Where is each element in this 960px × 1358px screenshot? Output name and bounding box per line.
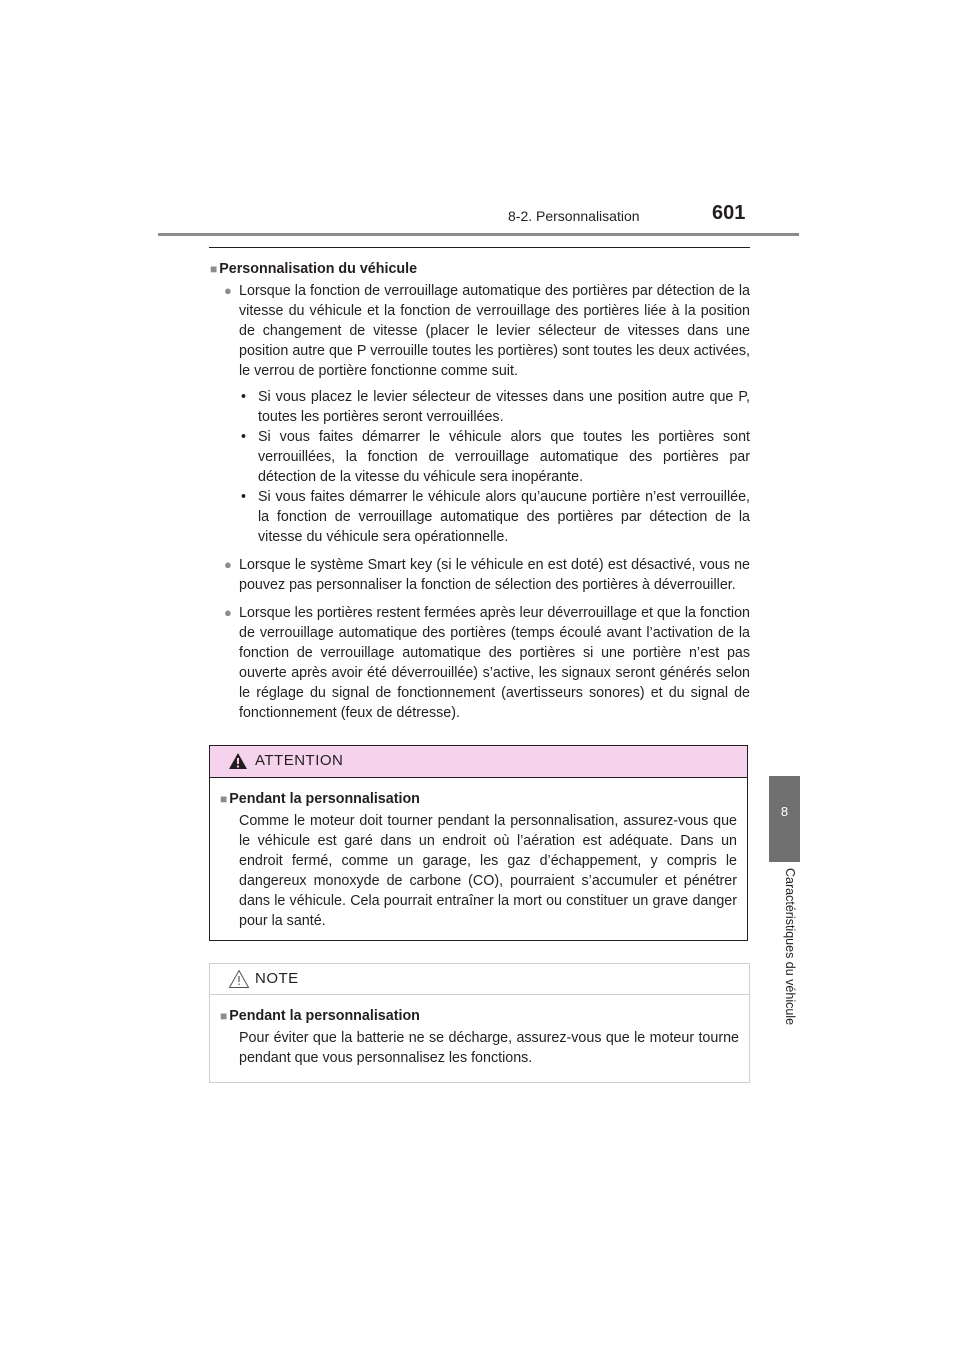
circle-bullet-icon: ● [224,283,232,298]
content-rule [209,247,750,248]
chapter-number: 8 [780,804,789,819]
attention-body [210,778,747,931]
circle-bullet-icon: ● [224,557,232,572]
list-item [210,281,750,547]
header-rule [158,233,799,236]
list-item [210,555,750,595]
list-item-text: Lorsque la fonction de verrouillage automatique des portières par détection de la vitesse du véhicule et la fonction de verrouillage des portières liée à la position de changement de vitesse (placer le levier sélecteur de vitesses dans une position autre que P verrouille toutes les portières) sont toutes les deux activées, le verrou de portière fonctionne comme suit. [239,283,750,379]
header-section-title: 8-2. Personnalisation [508,208,640,224]
circle-bullet-icon: ● [224,605,232,620]
dot-marker-icon: • [241,389,247,405]
square-bullet-icon: ■ [210,262,218,276]
note-title: NOTE [255,970,299,987]
dot-marker-icon: • [241,429,247,445]
sub-list-item-text: Si vous faites démarrer le véhicule alors que toutes les portières sont verrouillées, la fonction de verrouillage automatique des portières par détection de la vitesse du véhicule sera inopérante. [258,429,750,485]
attention-subheading [220,789,737,809]
square-bullet-icon: ■ [220,792,228,806]
list-item-text: Lorsque les portières restent fermées après leur déverrouillage et que la fonction de verrouillage automatique des portières (temps écoulé avant l’activation de la fonction de verrouillage automatique des portières si une portière n’est pas ouverte après avoir été déverrouillée) s’active, les signaux seront générés selon le réglage du signal de fonctionnement (avertisseurs sonores) et du signal de fonctionnement (feux de détresse). [239,605,751,721]
section-heading-text: Personnalisation du véhicule [219,261,418,277]
note-body [210,995,749,1068]
sub-list-item [210,427,750,487]
section-heading [210,259,750,279]
warning-icon [228,752,248,770]
note-header [210,964,749,995]
attention-title: ATTENTION [255,752,344,769]
chapter-title: Caractéristiques du véhicule [783,868,797,1026]
attention-text: Comme le moteur doit tourner pendant la personnalisation, assurez-vous que le véhicule est garé dans un endroit où l’aération est adéquate. Dans un endroit fermé, comme un garage, les gaz d’échappement, y compris le dangereux monoxyde de carbone (CO), pourraient s’accumuler et pénétrer dans le véhicule. Cela pourrait entraîner la mort ou constituer un grave danger pour la santé. [239,813,737,929]
note-subheading [220,1006,739,1026]
list-item [210,603,750,723]
sub-list-item [210,387,750,427]
attention-subheading-text: Pendant la personnalisation [229,791,420,807]
dot-marker-icon: • [241,489,247,505]
square-bullet-icon: ■ [220,1009,228,1023]
sub-list-item-text: Si vous faites démarrer le véhicule alors qu’aucune portière n’est verrouillée, la fonction de verrouillage automatique des portières par détection de la vitesse du véhicule sera opérationnelle. [258,489,750,545]
page-number: 601 [712,202,746,224]
attention-header [210,746,747,778]
chapter-tab [769,776,800,862]
sub-list-item [210,487,750,547]
note-box [209,963,750,1083]
sub-list-item-text: Si vous placez le levier sélecteur de vitesses dans une position autre que P, toutes les portières seront verrouillées. [258,389,750,425]
sub-list [210,387,750,547]
main-content [210,259,750,731]
caution-outline-icon [228,969,250,989]
note-subheading-text: Pendant la personnalisation [229,1008,420,1024]
attention-box [209,745,748,941]
list-item-text: Lorsque le système Smart key (si le véhicule en est doté) est désactivé, vous ne pouvez pas personnaliser la fonction de sélection des portières à déverrouiller. [239,557,750,593]
note-text: Pour éviter que la batterie ne se décharge, assurez-vous que le moteur tourne pendant que vous personnalisez les fonctions. [239,1030,739,1066]
